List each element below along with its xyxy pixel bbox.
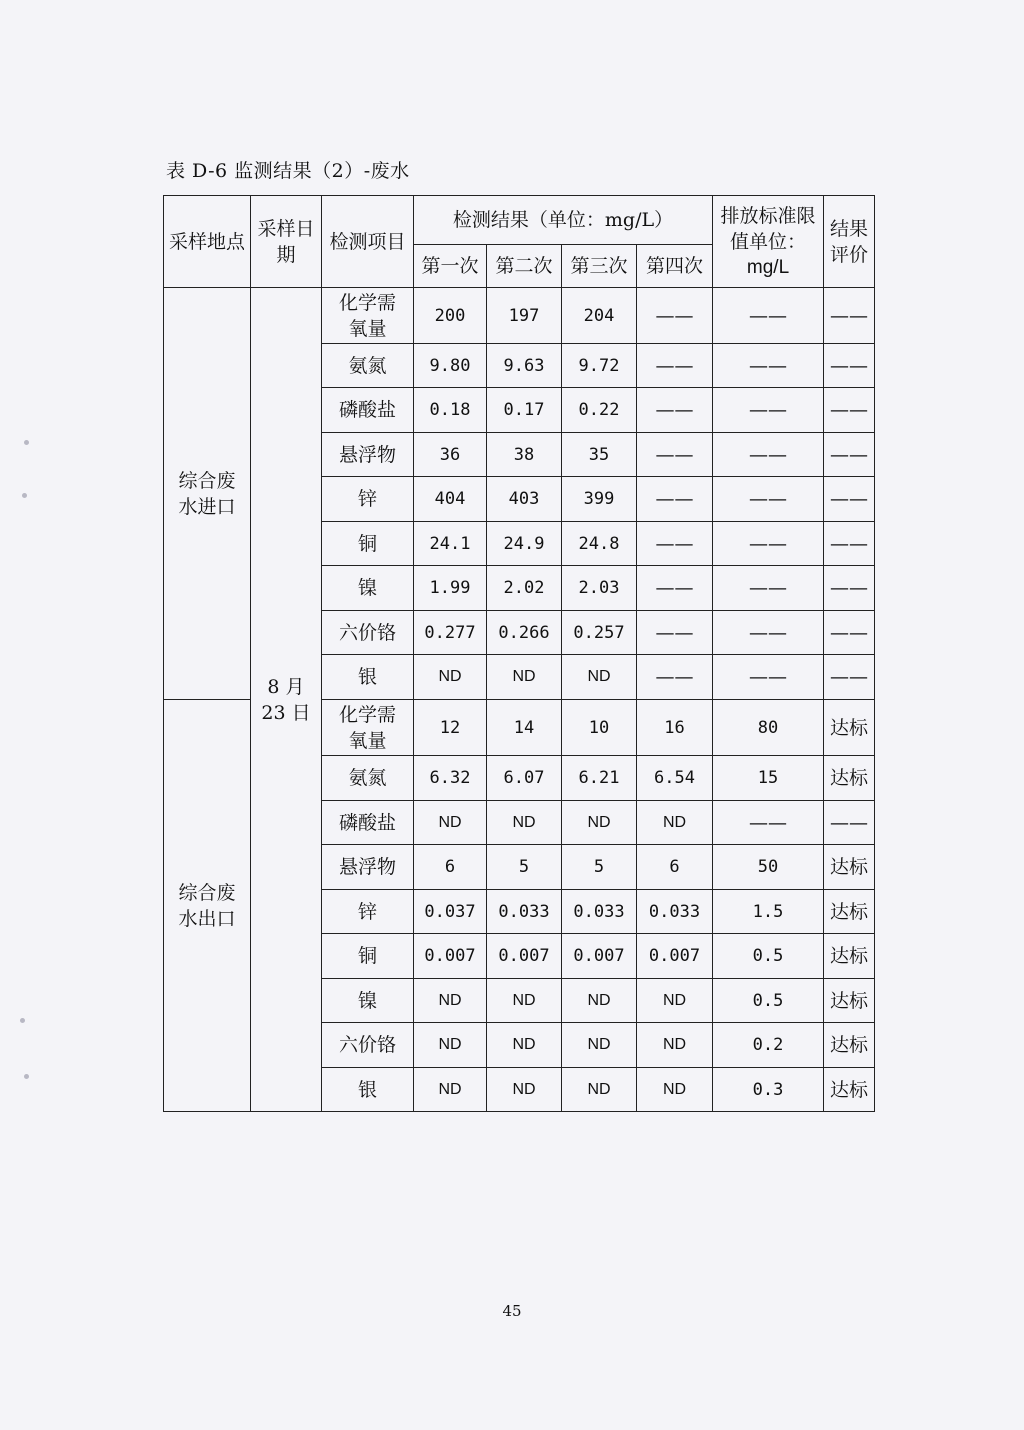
evaluation-cell: —— <box>824 477 875 522</box>
result-cell-r4: —— <box>637 477 713 522</box>
item-cell: 六价铬 <box>322 611 414 655</box>
limit-cell: 0.3 <box>713 1068 824 1112</box>
result-cell-r3: ND <box>562 655 637 700</box>
table-body <box>164 288 875 1112</box>
result-cell-r1: ND <box>414 801 487 845</box>
evaluation-cell: —— <box>824 566 875 611</box>
header-location: 采样地点 <box>164 196 251 288</box>
evaluation-cell: —— <box>824 522 875 566</box>
limit-cell: 80 <box>713 700 824 756</box>
result-cell-r2: 38 <box>487 433 562 477</box>
table-caption: 表 D-6 监测结果（2）-废水 <box>166 160 410 182</box>
header-item: 检测项目 <box>322 196 414 288</box>
result-cell-r4: —— <box>637 611 713 655</box>
result-cell-r1: 6.32 <box>414 756 487 801</box>
result-cell-r3: ND <box>562 1023 637 1068</box>
result-cell-r2: 403 <box>487 477 562 522</box>
result-cell-r4: ND <box>637 1068 713 1112</box>
location-cell: 综合废水出口 <box>164 700 251 1112</box>
item-cell: 锌 <box>322 477 414 522</box>
limit-cell: 0.2 <box>713 1023 824 1068</box>
result-cell-r3: 2.03 <box>562 566 637 611</box>
results-table <box>163 195 875 1112</box>
header-run2: 第二次 <box>487 245 562 288</box>
result-cell-r3: 35 <box>562 433 637 477</box>
result-cell-r2: 24.9 <box>487 522 562 566</box>
result-cell-r4: —— <box>637 433 713 477</box>
evaluation-cell: —— <box>824 433 875 477</box>
result-cell-r4: 6 <box>637 845 713 890</box>
limit-cell: 50 <box>713 845 824 890</box>
result-cell-r1: 0.277 <box>414 611 487 655</box>
item-cell: 悬浮物 <box>322 845 414 890</box>
header-date: 采样日期 <box>251 196 322 288</box>
evaluation-cell: —— <box>824 344 875 388</box>
result-cell-r2: ND <box>487 655 562 700</box>
header-limit-unit: mg/L <box>746 256 790 278</box>
result-cell-r2: 197 <box>487 288 562 344</box>
result-cell-r2: 5 <box>487 845 562 890</box>
result-cell-r3: 0.22 <box>562 388 637 433</box>
item-cell: 化学需氧量 <box>322 700 414 756</box>
header-run3: 第三次 <box>562 245 637 288</box>
item-cell: 氨氮 <box>322 344 414 388</box>
result-cell-r1: ND <box>414 655 487 700</box>
item-cell: 锌 <box>322 890 414 934</box>
result-cell-r1: 24.1 <box>414 522 487 566</box>
result-cell-r2: 2.02 <box>487 566 562 611</box>
result-cell-r1: 1.99 <box>414 566 487 611</box>
evaluation-cell: 达标 <box>824 979 875 1023</box>
result-cell-r3: 5 <box>562 845 637 890</box>
limit-cell: —— <box>713 388 824 433</box>
result-cell-r1: 0.037 <box>414 890 487 934</box>
result-cell-r4: —— <box>637 566 713 611</box>
limit-cell: —— <box>713 344 824 388</box>
result-cell-r1: ND <box>414 1023 487 1068</box>
result-cell-r4: ND <box>637 1023 713 1068</box>
result-cell-r2: 9.63 <box>487 344 562 388</box>
result-cell-r3: ND <box>562 801 637 845</box>
result-cell-r1: 404 <box>414 477 487 522</box>
evaluation-cell: 达标 <box>824 756 875 801</box>
header-results: 检测结果（单位：mg/L） <box>414 196 713 245</box>
item-cell: 化学需氧量 <box>322 288 414 344</box>
result-cell-r4: —— <box>637 522 713 566</box>
result-cell-r2: 14 <box>487 700 562 756</box>
evaluation-cell: 达标 <box>824 1023 875 1068</box>
limit-cell: —— <box>713 433 824 477</box>
result-cell-r2: ND <box>487 1068 562 1112</box>
result-cell-r3: ND <box>562 1068 637 1112</box>
item-cell: 氨氮 <box>322 756 414 801</box>
result-cell-r2: ND <box>487 1023 562 1068</box>
evaluation-cell: —— <box>824 288 875 344</box>
result-cell-r1: ND <box>414 979 487 1023</box>
result-cell-r3: 0.033 <box>562 890 637 934</box>
result-cell-r4: —— <box>637 344 713 388</box>
binding-hole <box>22 493 27 498</box>
result-cell-r4: 6.54 <box>637 756 713 801</box>
header-run1: 第一次 <box>414 245 487 288</box>
result-cell-r4: 16 <box>637 700 713 756</box>
result-cell-r3: ND <box>562 979 637 1023</box>
result-cell-r2: 0.266 <box>487 611 562 655</box>
item-cell: 铜 <box>322 522 414 566</box>
item-cell: 银 <box>322 655 414 700</box>
limit-cell: 0.5 <box>713 934 824 979</box>
result-cell-r4: —— <box>637 388 713 433</box>
evaluation-cell: —— <box>824 611 875 655</box>
result-cell-r2: 0.007 <box>487 934 562 979</box>
evaluation-cell: 达标 <box>824 934 875 979</box>
result-cell-r3: 6.21 <box>562 756 637 801</box>
evaluation-cell: 达标 <box>824 700 875 756</box>
limit-cell: —— <box>713 655 824 700</box>
item-cell: 磷酸盐 <box>322 388 414 433</box>
evaluation-cell: 达标 <box>824 845 875 890</box>
limit-cell: 15 <box>713 756 824 801</box>
binding-hole <box>24 1074 29 1079</box>
result-cell-r1: 200 <box>414 288 487 344</box>
binding-hole <box>20 1018 25 1023</box>
limit-cell: —— <box>713 801 824 845</box>
result-cell-r3: 204 <box>562 288 637 344</box>
limit-cell: —— <box>713 477 824 522</box>
evaluation-cell: —— <box>824 388 875 433</box>
location-cell: 综合废水进口 <box>164 288 251 700</box>
item-cell: 镍 <box>322 566 414 611</box>
result-cell-r2: ND <box>487 801 562 845</box>
result-cell-r2: ND <box>487 979 562 1023</box>
result-cell-r4: —— <box>637 655 713 700</box>
result-cell-r4: 0.007 <box>637 934 713 979</box>
limit-cell: 1.5 <box>713 890 824 934</box>
header-evaluation: 结果评价 <box>824 196 875 288</box>
evaluation-cell: 达标 <box>824 890 875 934</box>
result-cell-r3: 9.72 <box>562 344 637 388</box>
evaluation-cell: —— <box>824 801 875 845</box>
result-cell-r3: 0.257 <box>562 611 637 655</box>
header-run4: 第四次 <box>637 245 713 288</box>
item-cell: 磷酸盐 <box>322 801 414 845</box>
result-cell-r2: 6.07 <box>487 756 562 801</box>
limit-cell: —— <box>713 522 824 566</box>
limit-cell: —— <box>713 611 824 655</box>
header-limit-line1: 排放标准限 <box>720 204 816 227</box>
item-cell: 铜 <box>322 934 414 979</box>
evaluation-cell: 达标 <box>824 1068 875 1112</box>
binding-hole <box>24 440 29 445</box>
result-cell-r3: 24.8 <box>562 522 637 566</box>
header-limit-line2: 值单位： <box>730 230 807 253</box>
result-cell-r2: 0.033 <box>487 890 562 934</box>
limit-cell: 0.5 <box>713 979 824 1023</box>
result-cell-r1: ND <box>414 1068 487 1112</box>
result-cell-r4: 0.033 <box>637 890 713 934</box>
result-cell-r1: 0.18 <box>414 388 487 433</box>
result-cell-r1: 6 <box>414 845 487 890</box>
item-cell: 悬浮物 <box>322 433 414 477</box>
limit-cell: —— <box>713 288 824 344</box>
sample-date-cell: 8 月 23 日 <box>251 288 322 1112</box>
item-cell: 六价铬 <box>322 1023 414 1068</box>
result-cell-r4: —— <box>637 288 713 344</box>
result-cell-r2: 0.17 <box>487 388 562 433</box>
header-row <box>164 196 875 245</box>
page-number: 45 <box>502 1302 522 1320</box>
result-cell-r3: 0.007 <box>562 934 637 979</box>
result-cell-r1: 9.80 <box>414 344 487 388</box>
limit-cell: —— <box>713 566 824 611</box>
result-cell-r1: 12 <box>414 700 487 756</box>
item-cell: 镍 <box>322 979 414 1023</box>
result-cell-r4: ND <box>637 801 713 845</box>
result-cell-r1: 0.007 <box>414 934 487 979</box>
result-cell-r4: ND <box>637 979 713 1023</box>
result-cell-r3: 399 <box>562 477 637 522</box>
result-cell-r1: 36 <box>414 433 487 477</box>
header-limit <box>713 196 824 288</box>
item-cell: 银 <box>322 1068 414 1112</box>
table-row <box>164 288 875 344</box>
result-cell-r3: 10 <box>562 700 637 756</box>
evaluation-cell: —— <box>824 655 875 700</box>
